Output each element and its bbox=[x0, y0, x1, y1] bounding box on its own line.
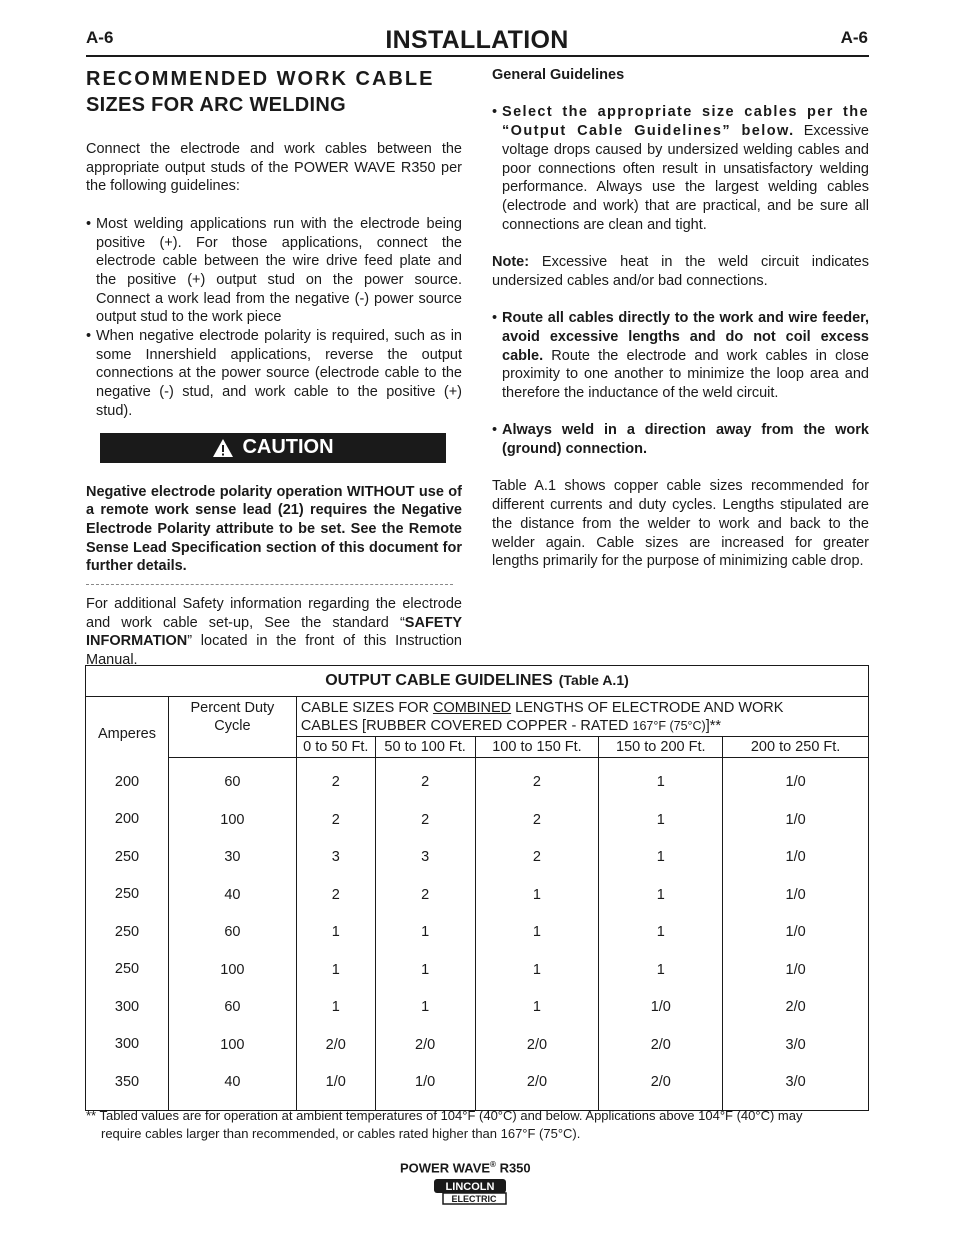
lincoln-electric-logo bbox=[433, 1178, 507, 1206]
table-cell: 2/0 bbox=[650, 1036, 671, 1053]
guideline-weld-direction: Always weld in a direction away from the work (ground) connection. bbox=[502, 422, 869, 457]
table-cell: 1 bbox=[421, 999, 430, 1015]
table-cell: 200 bbox=[114, 811, 140, 827]
table-body-row bbox=[86, 758, 869, 1111]
table-cell: 1 bbox=[656, 849, 665, 865]
svg-text:LINCOLN: LINCOLN bbox=[445, 1181, 495, 1193]
table-cell: 2/0 bbox=[785, 999, 806, 1015]
page-number-left: A-6 bbox=[86, 28, 114, 47]
length-header: 200 to 250 Ft. bbox=[723, 737, 869, 758]
output-cable-table bbox=[85, 665, 869, 1111]
section-title-line1: RECOMMENDED WORK CABLE bbox=[86, 68, 435, 90]
length-header: 0 to 50 Ft. bbox=[296, 737, 375, 758]
table-title: OUTPUT CABLE GUIDELINES (Table A.1) bbox=[86, 666, 869, 697]
table-cell: 250 bbox=[114, 923, 140, 940]
guideline-select-cables: Select the appropriate size cables per the “Output Cable Guidelines” below. bbox=[502, 104, 869, 140]
table-cell: 30 bbox=[224, 849, 241, 865]
table-cell: 1/0 bbox=[785, 961, 806, 978]
bullet-negative-electrode: When negative electrode polarity is required, such as in some Innershield applications, reverse the output connections at the power source (electrode cable to the negative (-) stud, and work cable to the positive (+) stud). bbox=[96, 328, 462, 419]
table-cell: 250 bbox=[114, 886, 140, 902]
guideline-route-cables: Route all cables directly to the work and wire feeder, avoid excessive lengths and do not coil excess cable. bbox=[502, 310, 869, 364]
table-cell: 1/0 bbox=[785, 811, 806, 828]
table-cell: 100 bbox=[220, 1036, 245, 1053]
table-cell: 1 bbox=[331, 924, 340, 940]
right-column bbox=[492, 66, 869, 571]
table-cell: 2 bbox=[532, 811, 541, 828]
column-duty bbox=[168, 758, 296, 1111]
table-cell: 350 bbox=[114, 1073, 140, 1090]
table-cell: 1 bbox=[656, 961, 665, 978]
length-header: 150 to 200 Ft. bbox=[599, 737, 723, 758]
table-cell: 300 bbox=[114, 1036, 140, 1052]
footer-model-name: POWER WAVE® R350 bbox=[400, 1160, 531, 1176]
column-len-1 bbox=[375, 758, 475, 1111]
table-cell: 2 bbox=[331, 886, 340, 903]
warning-triangle-icon bbox=[212, 438, 234, 458]
table-footnote: ** Tabled values are for operation at ambient temperatures of 104°F (40°C) and below. Applications above 104°F (40°C) may require cables larger than recommended, or cables rated higher than 167°F (75°C). bbox=[86, 1108, 803, 1141]
table-cell: 1 bbox=[532, 886, 541, 903]
table-cell: 1/0 bbox=[415, 1074, 436, 1090]
list-item: • Always weld in a direction away from the work (ground) connection. bbox=[492, 422, 869, 457]
caution-text: Negative electrode polarity operation WITHOUT use of a remote work sense lead (21) requires the Negative Electrode Polarity attribute to be set. See the Remote Sense Lead Specification section of this document for further details. bbox=[86, 483, 462, 575]
table-cell: 1 bbox=[656, 924, 665, 940]
table-cell: 1/0 bbox=[785, 774, 806, 790]
table-cell: 2 bbox=[331, 774, 340, 790]
table-cell: 1/0 bbox=[785, 924, 806, 940]
table-cell: 200 bbox=[114, 773, 140, 790]
table-cell: 1 bbox=[532, 924, 541, 940]
table-cell: 2 bbox=[532, 849, 541, 865]
list-item: • Route all cables directly to the work and wire feeder, avoid excessive lengths and do not coil excess cable. Route the electrode and work cables in close proximity to one another to minimize the loop area and therefore the inductance of the weld circuit. bbox=[492, 310, 869, 401]
table-cell: 2 bbox=[421, 774, 430, 790]
table-cell: 2/0 bbox=[325, 1036, 346, 1053]
page-title: INSTALLATION bbox=[385, 26, 569, 54]
table-cell: 1 bbox=[656, 811, 665, 828]
table-cell: 40 bbox=[224, 886, 241, 903]
column-len-3 bbox=[599, 758, 723, 1111]
table-cell: 100 bbox=[220, 811, 245, 828]
safety-information-ref: SAFETY INFORMATION bbox=[86, 614, 462, 650]
list-item: • Select the appropriate size cables per the “Output Cable Guidelines” below. Excessive voltage drops caused by undersized welding cables and poor connections often result in unsatisfactory welding performance. Always use the largest welding cables (electrode and work) that are practical, and be sure all connections are clean and tight. bbox=[492, 104, 869, 233]
table-cell: 40 bbox=[224, 1074, 241, 1090]
list-item: • When negative electrode polarity is required, such as in some Innershield applications, reverse the output connections at the power source (electrode cable to the negative (-) stud, and work cable to the positive (+) stud). bbox=[86, 328, 462, 419]
column-len-4 bbox=[723, 758, 869, 1111]
table-cell: 3 bbox=[331, 849, 340, 865]
table-cell: 1/0 bbox=[650, 999, 671, 1015]
table-cell: 2/0 bbox=[650, 1074, 671, 1090]
section-title-line2: SIZES FOR ARC WELDING bbox=[86, 94, 347, 116]
table-cell: 2 bbox=[421, 886, 430, 903]
table-cell: 1 bbox=[421, 924, 430, 940]
page-number-right: A-6 bbox=[840, 28, 868, 47]
table-cell: 60 bbox=[224, 774, 241, 790]
column-amperes bbox=[86, 758, 169, 1111]
table-cell: 1/0 bbox=[785, 849, 806, 865]
table-cell: 2 bbox=[421, 811, 430, 828]
note-paragraph: Note: Excessive heat in the weld circuit indicates undersized cables and/or bad connections. bbox=[492, 254, 869, 289]
table-cell: 100 bbox=[220, 961, 245, 978]
table-cell: 3 bbox=[421, 849, 430, 865]
col-header-cable-sizes: CABLE SIZES FOR COMBINED LENGTHS OF ELECTRODE AND WORK CABLES [RUBBER COVERED COPPER - RATED 167°F (75°C)]** bbox=[296, 697, 868, 737]
table-cell: 1 bbox=[656, 886, 665, 903]
caution-label: CAUTION bbox=[242, 436, 334, 459]
table-cell: 1 bbox=[331, 999, 340, 1015]
table-cell: 1 bbox=[532, 961, 541, 978]
col-header-amperes: Amperes bbox=[86, 697, 169, 758]
length-header: 50 to 100 Ft. bbox=[375, 737, 475, 758]
bullet-positive-electrode: Most welding applications run with the electrode being positive (+). For those applications, connect the electrode cable between the wire drive feed plate and the positive (+) output stud on the power source. Connect a work lead from the negative (-) power source output stud to the work piece bbox=[96, 215, 462, 326]
safety-paragraph: For additional Safety information regarding the electrode and work cable set-up, See the standard “SAFETY INFORMATION” located in the front of this Instruction Manual. bbox=[86, 596, 462, 669]
table-cell: 1 bbox=[421, 961, 430, 978]
svg-text:ELECTRIC: ELECTRIC bbox=[451, 1194, 497, 1204]
table-cell: 2 bbox=[331, 811, 340, 828]
caution-banner bbox=[100, 433, 446, 463]
table-cell: 2/0 bbox=[415, 1036, 436, 1053]
column-len-0 bbox=[296, 758, 375, 1111]
table-cell: 3/0 bbox=[785, 1036, 806, 1053]
table-cell: 1/0 bbox=[785, 886, 806, 903]
table-cell: 250 bbox=[114, 961, 140, 977]
length-header: 100 to 150 Ft. bbox=[475, 737, 599, 758]
table-cell: 300 bbox=[114, 998, 140, 1015]
table-cell: 250 bbox=[114, 848, 140, 865]
note-label: Note: bbox=[492, 254, 530, 270]
dashed-divider bbox=[86, 584, 453, 585]
left-column bbox=[86, 66, 462, 670]
table-intro-paragraph: Table A.1 shows copper cable sizes recommended for different currents and duty cycles. Lengths stipulated are the distance from the welder to work and back to the welder again. Cable sizes are increased for greater lengths primarily for the purpose of minimizing cable drop. bbox=[492, 478, 869, 570]
table-cell: 1 bbox=[331, 961, 340, 978]
table-cell: 1/0 bbox=[325, 1074, 346, 1090]
table-cell: 60 bbox=[224, 999, 241, 1015]
table-cell: 1 bbox=[532, 999, 541, 1015]
table-cell: 2/0 bbox=[526, 1036, 548, 1053]
table-cell: 2 bbox=[532, 774, 541, 790]
table-cell: 2/0 bbox=[526, 1074, 548, 1090]
table-cell: 60 bbox=[224, 924, 241, 940]
column-len-2 bbox=[475, 758, 599, 1111]
table-cell: 3/0 bbox=[785, 1074, 806, 1090]
table-cell: 1 bbox=[656, 774, 665, 790]
col-header-duty-cycle: Percent Duty Cycle bbox=[168, 697, 296, 758]
header-rule bbox=[86, 55, 869, 57]
section-title bbox=[86, 66, 462, 118]
intro-paragraph: Connect the electrode and work cables between the appropriate output studs of the POWER WAVE R350 per the following guidelines: bbox=[86, 141, 462, 195]
list-item: • Most welding applications run with the electrode being positive (+). For those applications, connect the electrode cable between the wire drive feed plate and the positive (+) output stud on the power source. Connect a work lead from the negative (-) power source output stud to the work piece bbox=[86, 215, 462, 326]
general-guidelines-heading: General Guidelines bbox=[492, 67, 625, 83]
